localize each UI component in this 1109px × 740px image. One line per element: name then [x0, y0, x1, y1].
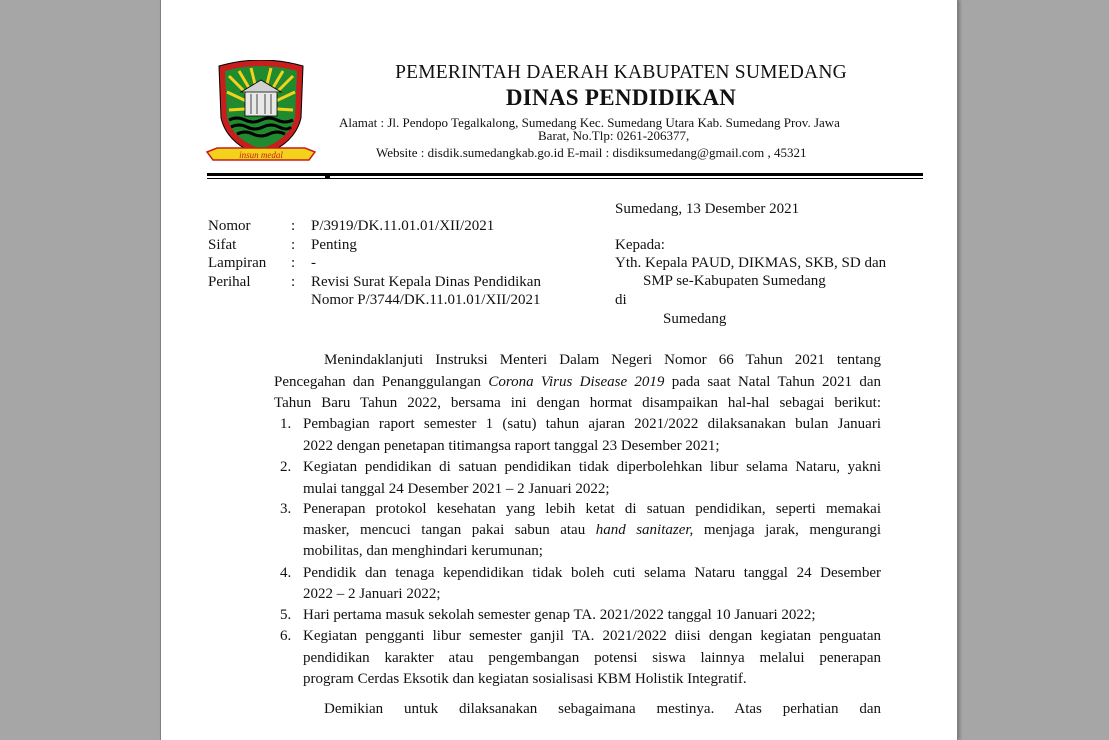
item-number-2: 2. [280, 459, 292, 475]
letterhead-rule-thick [207, 173, 923, 176]
item-6-line-1: Kegiatan pengganti libur semester ganjil TA. 2021/2022 diisi dengan kegiatan penguatan [303, 628, 881, 644]
item-3-line-2: masker, mencuci tangan pakai sabun atau hand sanitazer, menjaga jarak, mengurangi [303, 522, 881, 538]
item-4-line-2: 2022 – 2 Januari 2022; [303, 586, 441, 602]
meta-value-perihal: Revisi Surat Kepala Dinas Pendidikan [311, 274, 541, 290]
meta-value-lampiran: - [311, 255, 316, 271]
address-line-1: Alamat : Jl. Pendopo Tegalkalong, Sumedang Kec. Sumedang Utara Kab. Sumedang Prov. Jawa [339, 115, 840, 130]
closing-line-partial: Demikian untuk dilaksanakan sebagaimana mestinya. Atas perhatian dan [324, 701, 881, 717]
recipient-di: di [615, 292, 627, 308]
website-line: Website : disdik.sumedangkab.go.id E-mail : disdiksumedang@gmail.com , 45321 [376, 145, 807, 160]
document-page [160, 0, 958, 740]
meta-label-perihal: Perihal [208, 274, 251, 290]
item-3-line-1: Penerapan protokol kesehatan yang lebih ketat di satuan pendidikan, seperti memakai [303, 501, 881, 517]
meta-value-nomor: P/3919/DK.11.01.01/XII/2021 [311, 218, 495, 234]
logo-motto: insun medal [239, 150, 283, 160]
recipient-line-1: Yth. Kepala PAUD, DIKMAS, SKB, SD dan [615, 255, 887, 271]
address-line-2: Barat, No.Tlp: 0261-206377, [538, 128, 690, 143]
meta-label-sifat: Sifat [208, 237, 237, 253]
item-1-line-1: Pembagian raport semester 1 (satu) tahun ajaran 2021/2022 dilaksanakan bulan Januari [303, 416, 881, 432]
intro-line-2: Pencegahan dan Penanggulangan Corona Virus Disease 2019 pada saat Natal Tahun 2021 dan [274, 374, 882, 390]
sumedang-regency-logo [205, 60, 317, 170]
item-3-line-3: mobilitas, dan menghindari kerumunan; [303, 543, 543, 559]
item-number-1: 1. [280, 416, 292, 432]
government-title: PEMERINTAH DAERAH KABUPATEN SUMEDANG [395, 62, 847, 83]
recipient-kepada: Kepada: [615, 237, 665, 253]
office-title: DINAS PENDIDIKAN [505, 85, 737, 110]
recipient-line-2: SMP se-Kabupaten Sumedang [643, 273, 826, 289]
letter-date: Sumedang, 13 Desember 2021 [615, 201, 800, 217]
intro-italic-term: Corona Virus Disease 2019 [488, 374, 665, 390]
item-3-italic-term: hand sanitazer, [595, 522, 694, 538]
item-number-6: 6. [280, 628, 292, 644]
item-6-line-2: pendidikan karakter atau pengembangan potensi siswa lainnya melalui penerapan [303, 650, 881, 666]
letterhead-rule-marker [325, 173, 330, 178]
item-2-line-1: Kegiatan pendidikan di satuan pendidikan tidak diperbolehkan libur selama Nataru, yakni [303, 459, 881, 475]
item-number-5: 5. [280, 607, 292, 623]
meta-value-sifat: Penting [311, 237, 357, 253]
item-1-line-2: 2022 dengan penetapan titimangsa raport tanggal 23 Desember 2021; [303, 438, 720, 454]
meta-colon: : [291, 255, 296, 271]
item-number-3: 3. [280, 501, 292, 517]
item-5-line-1: Hari pertama masuk sekolah semester genap TA. 2021/2022 tanggal 10 Januari 2022; [303, 607, 816, 623]
letterhead-rule-thin [207, 178, 923, 179]
item-6-line-3: program Cerdas Eksotik dan kegiatan sosialisasi KBM Holistik Integratif. [303, 671, 747, 687]
meta-value-perihal-line2: Nomor P/3744/DK.11.01.01/XII/2021 [311, 292, 541, 308]
meta-colon: : [291, 274, 296, 290]
meta-colon: : [291, 218, 296, 234]
meta-label-nomor: Nomor [208, 218, 251, 234]
item-4-line-1: Pendidik dan tenaga kependidikan tidak boleh cuti selama Nataru tanggal 24 Desember [303, 565, 881, 581]
recipient-place: Sumedang [663, 311, 727, 327]
meta-label-lampiran: Lampiran [208, 255, 267, 271]
intro-line-1: Menindaklanjuti Instruksi Menteri Dalam Negeri Nomor 66 Tahun 2021 tentang [324, 352, 881, 368]
meta-colon: : [291, 237, 296, 253]
item-2-line-2: mulai tanggal 24 Desember 2021 – 2 Januari 2022; [303, 481, 610, 497]
intro-line-3: Tahun Baru Tahun 2022, bersama ini dengan hormat disampaikan hal-hal sebagai berikut: [274, 395, 881, 411]
item-number-4: 4. [280, 565, 292, 581]
